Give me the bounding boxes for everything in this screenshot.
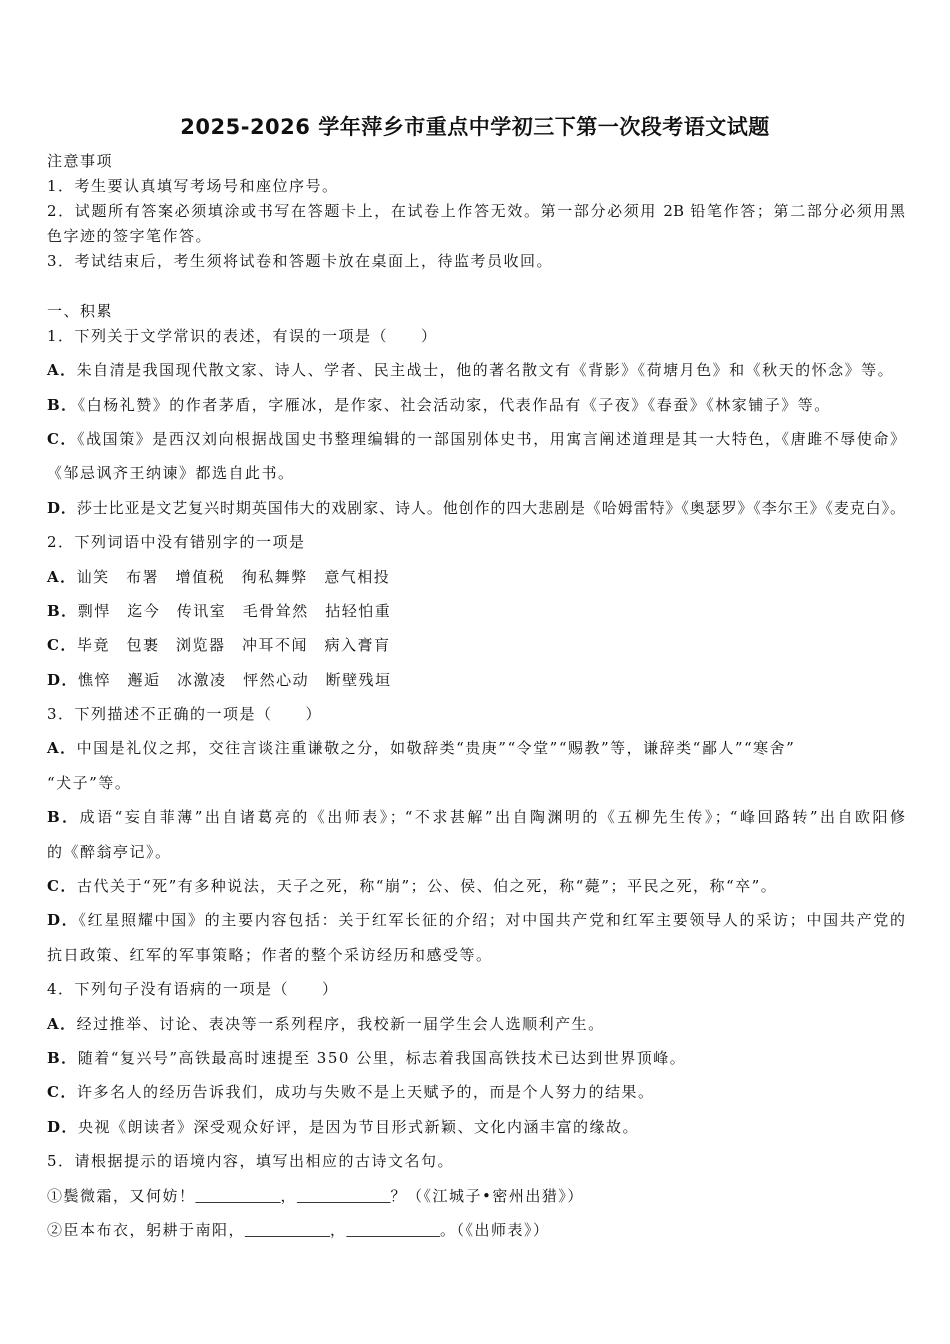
option-a: [47, 731, 905, 765]
item-source: 。（《出师表》）: [440, 1220, 550, 1239]
option-label: A．: [47, 567, 77, 586]
option-c-continued: 《邹忌讽齐王纳谏》都选自此书。: [47, 464, 295, 483]
option-word: 布署: [126, 567, 160, 586]
option-word: 剽悍: [77, 601, 111, 620]
option-word: 邂逅: [127, 670, 161, 689]
option-word: 意气相投: [324, 567, 391, 586]
option-d: [47, 903, 905, 937]
option-text: 《战国策》是西汉刘向根据战国史书整理编辑的一部国别体史书，用寓言阐述道理是其一大特色，《唐雎不辱使命》: [77, 429, 905, 448]
option-a-continued: “犬子”等。: [47, 773, 132, 792]
option-text: 央视《朗读者》深受观众好评，是因为节目形式新颖、文化内涵丰富的缘故。: [78, 1117, 640, 1136]
notice-item-2-line-2: 色字迹的签字笔作答。: [47, 226, 213, 245]
option-b: [47, 594, 905, 628]
option-d-continued: 抗日政策、红军的军事策略；作者的整个采访经历和感受等。: [47, 945, 493, 964]
option-label: A．: [47, 1014, 77, 1033]
option-word: 毛骨耸然: [242, 601, 309, 620]
fill-in-item-2: [47, 1213, 905, 1247]
answer-blank: ___________: [297, 1185, 391, 1205]
option-label: B．: [47, 1049, 78, 1067]
option-text: 随着“复兴号”高铁最高时速提至 350 公里，标志着我国高铁技术已达到世界顶峰。: [77, 1049, 687, 1067]
exam-title: 2025-2026 学年萍乡市重点中学初三下第一次段考语文试题: [180, 115, 770, 139]
option-word: 憔悴: [78, 670, 112, 689]
questions: [47, 319, 905, 1248]
option-label: B．: [47, 601, 78, 620]
item-text: ，: [330, 1220, 347, 1239]
option-word: 讪笑: [76, 567, 110, 586]
option-c: [47, 869, 905, 903]
option-text: 成语“妄自菲薄”出自诸葛亮的《出师表》；“不求甚解”出自陶渊明的《五柳先生传》；“峰回路转”出自欧阳修: [79, 808, 905, 827]
option-text: 许多名人的经历告诉我们，成功与失败不是上天赋予的，而是个人努力的结果。: [76, 1083, 655, 1102]
fill-in-item-1: [47, 1179, 905, 1213]
option-word: 冲耳不闻: [242, 636, 309, 655]
notice-item-3: 3．考试结束后，考生须将试卷和答题卡放在桌面上，待监考员收回。: [47, 251, 554, 270]
option-c: [47, 422, 905, 456]
section-heading: 一、积累: [47, 301, 114, 320]
option-word: 怦然心动: [243, 670, 310, 689]
option-word: 毕竟: [76, 636, 110, 655]
answer-blank: __________: [195, 1185, 281, 1205]
option-label: C．: [47, 1083, 77, 1102]
option-text: 经过推举、讨论、表决等一系列程序，我校新一届学生会人选顺利产生。: [76, 1014, 605, 1033]
option-word: 拈轻怕重: [325, 601, 392, 620]
option-b: [47, 1041, 905, 1075]
option-text: 中国是礼仪之邦，交往言谈注重谦敬之分，如敬辞类“贵庚”“令堂”“赐教”等，谦辞类“鄙人”“寒舍”: [76, 739, 796, 758]
option-word: 传讯室: [176, 601, 227, 620]
answer-blank: ___________: [346, 1219, 441, 1239]
item-source: ？（《江城子•密州出猎》）: [390, 1186, 584, 1205]
item-text: ②臣本布衣，躬耕于南阳，: [47, 1220, 246, 1239]
option-word: 徇私舞弊: [241, 567, 308, 586]
answer-blank: __________: [245, 1219, 331, 1239]
question-2: [47, 525, 905, 697]
option-label: B．: [47, 808, 80, 827]
question-stem: 4．下列句子没有语病的一项是（ ）: [47, 980, 339, 999]
question-1: [47, 319, 905, 525]
option-word: 冰激凌: [177, 670, 227, 689]
notice-heading: 注意事项: [47, 151, 114, 170]
question-4: [47, 972, 905, 1144]
option-b: [47, 800, 905, 834]
option-text: 莎士比亚是文艺复兴时期英国伟大的戏剧家、诗人。他创作的四大悲剧是《哈姆雷特》《奥瑟罗》《李尔王》《麦克白》。: [76, 498, 905, 517]
option-d: [47, 663, 905, 697]
question-5: [47, 1144, 905, 1247]
option-label: C．: [47, 429, 78, 448]
question-3: [47, 697, 905, 972]
option-a: [47, 353, 905, 387]
option-label: B．: [47, 395, 78, 414]
option-b-continued: 的《醉翁亭记》。: [47, 842, 172, 861]
option-d: [47, 1110, 905, 1144]
question-stem: 1．下列关于文学常识的表述，有误的一项是（ ）: [47, 326, 438, 345]
option-label: D．: [47, 498, 77, 517]
option-d: [47, 491, 905, 525]
item-text: ，: [280, 1186, 298, 1205]
option-label: D．: [47, 911, 79, 930]
option-text: 朱自清是我国现代散文家、诗人、学者、民主战士，他的著名散文有《背影》《荷塘月色》和《秋天的怀念》等。: [76, 361, 895, 380]
option-word: 病入膏肓: [324, 636, 391, 655]
item-text: ①鬓微霜，又何妨！: [47, 1186, 196, 1205]
question-stem: 3．下列描述不正确的一项是（ ）: [47, 705, 323, 724]
notice-section: [47, 149, 905, 274]
option-c: [47, 628, 905, 662]
notice-item-1: 1．考生要认真填写考场号和座位序号。: [47, 176, 339, 195]
option-label: A．: [47, 361, 77, 380]
option-word: 迄今: [127, 601, 161, 620]
option-text: 《红星照耀中国》的主要内容包括：关于红军长征的介绍；对中国共产党和红军主要领导人的采访；中国共产党的: [78, 911, 905, 930]
option-label: D．: [47, 1117, 79, 1136]
option-text: 《白杨礼赞》的作者茅盾，字雁冰，是作家、社会活动家，代表作品有《子夜》《春蚕》《林家铺子》等。: [77, 395, 831, 414]
option-b: [47, 388, 905, 422]
notice-item-2-line-1: 2．试题所有答案必须填涂或书写在答题卡上，在试卷上作答无效。第一部分必须用 2B 铅笔作答；第二部分必须用黑: [47, 201, 905, 220]
option-label: C．: [47, 877, 77, 896]
option-word: 增值税: [175, 567, 226, 586]
option-label: A．: [47, 739, 77, 758]
option-text: 古代关于“死”有多种说法，天子之死，称“崩”；公、侯、伯之死，称“薨”；平民之死，称“卒”。: [76, 877, 778, 896]
option-label: D．: [47, 670, 79, 689]
option-word: 断壁残垣: [325, 670, 392, 689]
option-a: [47, 560, 905, 594]
option-a: [47, 1007, 905, 1041]
option-word: 包裹: [126, 636, 160, 655]
option-word: 浏览器: [175, 636, 226, 655]
option-label: C．: [47, 636, 77, 655]
question-stem: 5．请根据提示的语境内容，填写出相应的古诗文名句。: [47, 1152, 455, 1171]
option-c: [47, 1075, 905, 1109]
question-stem: 2．下列词语中没有错别字的一项是: [47, 533, 306, 552]
